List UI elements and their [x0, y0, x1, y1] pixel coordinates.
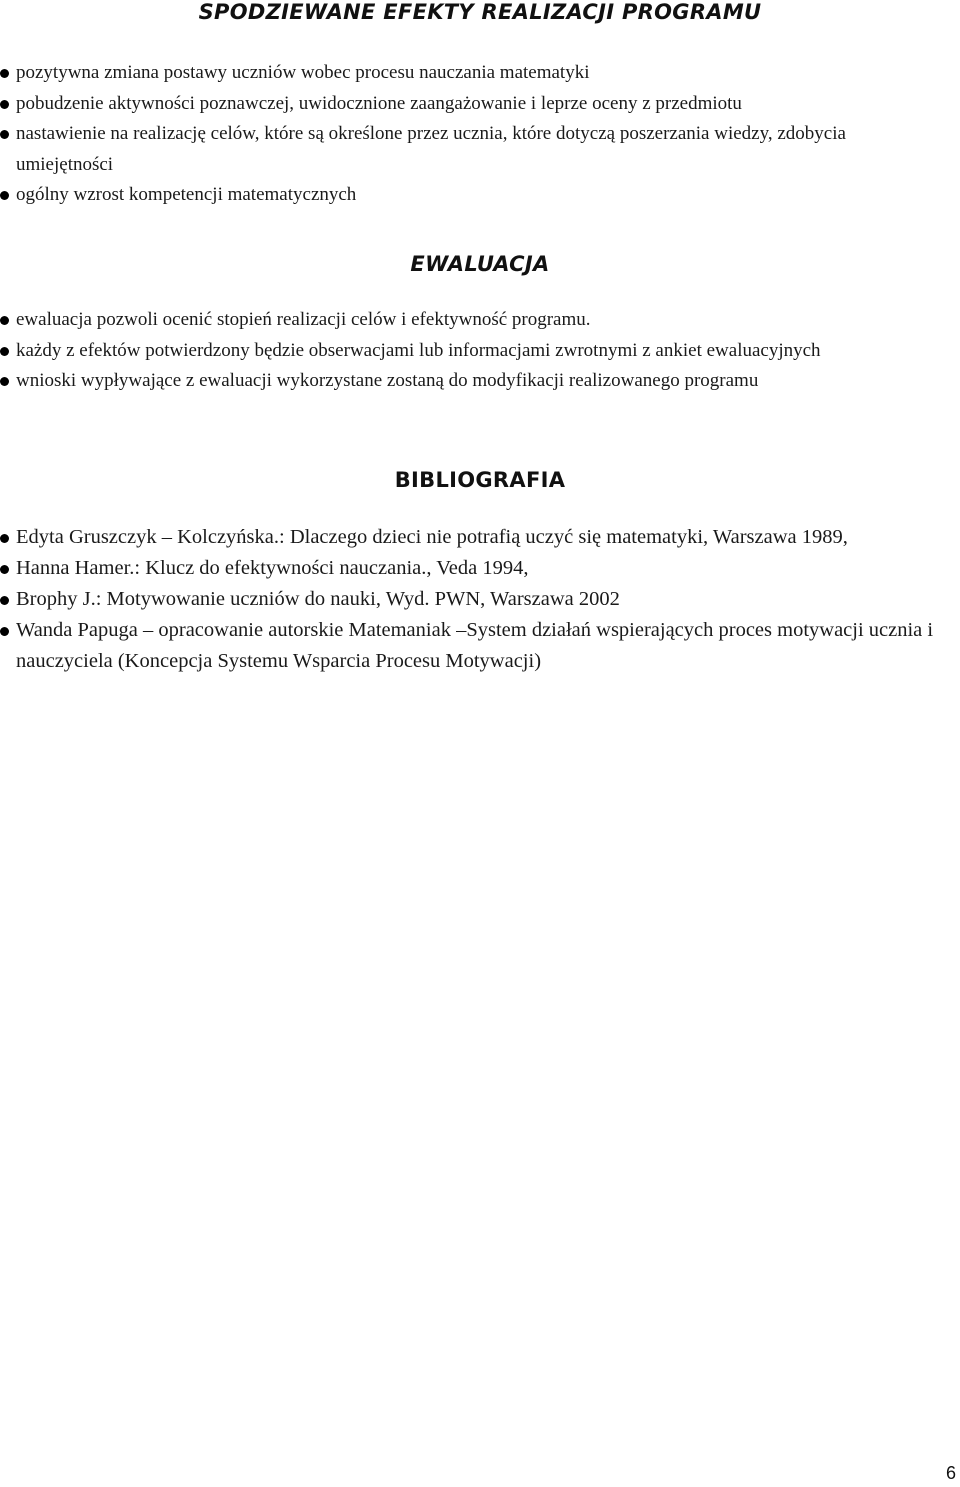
section-title-bibliography: BIBLIOGRAFIA	[394, 468, 566, 492]
list-item-text: wnioski wypływające z ewaluacji wykorzystane zostaną do modyfikacji realizowanego programu	[16, 370, 759, 391]
list-item	[0, 119, 945, 180]
list-item-text: ewaluacja pozwoli ocenić stopień realizacji celów i efektywność programu.	[16, 309, 591, 330]
bullet-icon	[0, 596, 9, 605]
list-item-text: pozytywna zmiana postawy uczniów wobec procesu nauczania matematyki	[16, 62, 590, 83]
bullet-icon	[0, 100, 9, 109]
list-item-text: Edyta Gruszczyk – Kolczyńska.: Dlaczego dzieci nie potrafią uczyć się matematyki, Warszawa 1989,	[16, 526, 848, 548]
bullet-icon	[0, 565, 9, 574]
list-item	[0, 336, 945, 367]
list-item	[0, 584, 945, 615]
list-item-text: każdy z efektów potwierdzony będzie obserwacjami lub informacjami zwrotnymi z ankiet ewaluacyjnych	[16, 339, 821, 361]
list-item-text: Hanna Hamer.: Klucz do efektywności nauczania., Veda 1994,	[16, 557, 529, 579]
list-item-text: pobudzenie aktywności poznawczej, uwidocznione zaangażowanie i leprze oceny z przedmiotu	[16, 92, 742, 114]
bullet-icon	[0, 316, 9, 325]
list-item-text: Brophy J.: Motywowanie uczniów do nauki, Wyd. PWN, Warszawa 2002	[16, 588, 620, 610]
section-title-effects: SPODZIEWANE EFEKTY REALIZACJI PROGRAMU	[198, 0, 762, 24]
bullet-icon	[0, 69, 9, 78]
bullet-icon	[0, 130, 9, 139]
evaluation-list	[0, 305, 945, 397]
bullet-icon	[0, 377, 9, 386]
list-item	[0, 180, 945, 211]
list-item-text: Wanda Papuga – opracowanie autorskie Matemaniak –System działań wspierających proces motywacji ucznia i nauczyciela (Koncepcja Systemu Wsparcia Procesu Motywacji)	[16, 619, 934, 672]
bullet-icon	[0, 534, 9, 543]
list-item-text: nastawienie na realizację celów, które są określone przez ucznia, które dotyczą poszerzania wiedzy, zdobycia umiejętności	[16, 123, 846, 175]
effects-list	[0, 58, 945, 211]
bullet-icon	[0, 191, 9, 200]
section-title-evaluation: EWALUACJA	[410, 252, 550, 276]
bullet-icon	[0, 347, 9, 356]
page-number: 6	[945, 1463, 956, 1483]
bullet-icon	[0, 627, 9, 636]
list-item	[0, 615, 945, 677]
list-item	[0, 89, 945, 120]
list-item	[0, 522, 945, 553]
list-item-text: ogólny wzrost kompetencji matematycznych	[16, 184, 357, 205]
list-item	[0, 366, 945, 397]
list-item	[0, 553, 945, 584]
list-item	[0, 58, 945, 89]
bibliography-list	[0, 522, 945, 677]
list-item	[0, 305, 945, 336]
